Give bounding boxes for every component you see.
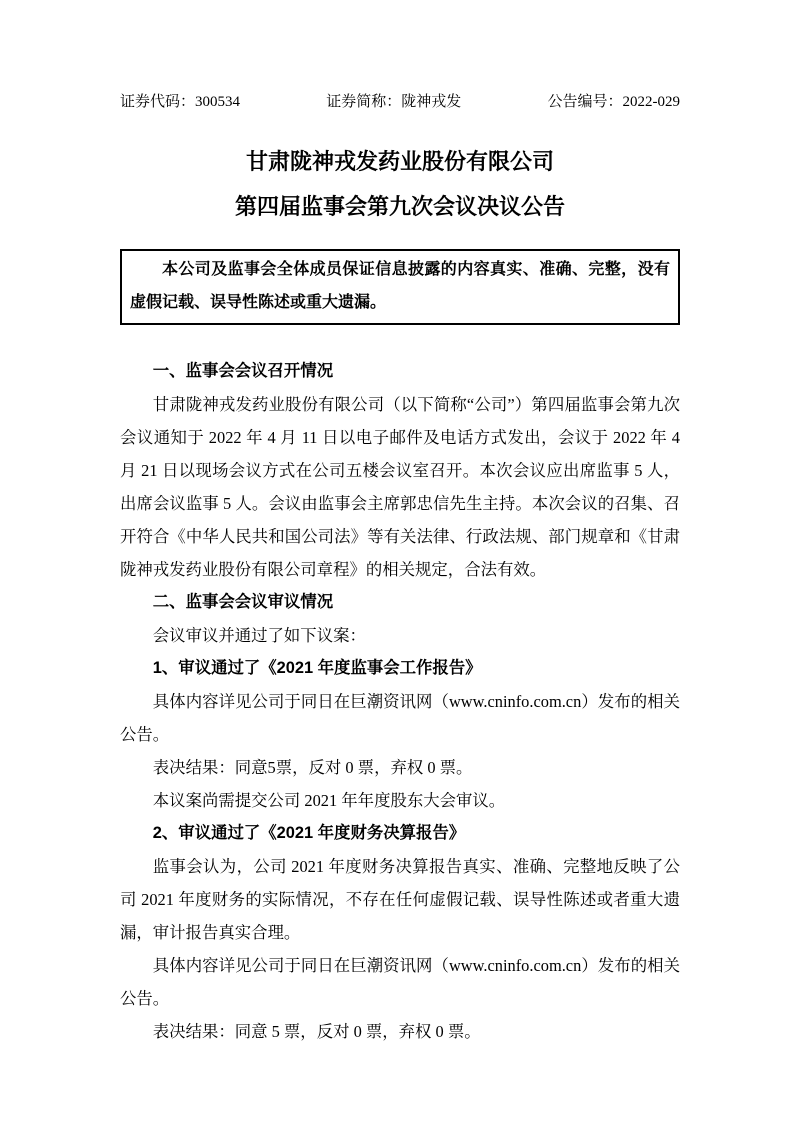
item2-heading: 2、审议通过了《2021 年度财务决算报告》 [152, 824, 466, 842]
section2-intro: 会议审议并通过了如下议案： [152, 626, 366, 645]
document-body [120, 355, 680, 1048]
item1-note: 本议案尚需提交公司 2021 年年度股东大会审议。 [152, 791, 506, 810]
section2-heading: 二、监事会会议审议情况 [152, 593, 334, 611]
item1-detail: 具体内容详见公司于同日在巨潮资讯网（www.cninfo.com.cn）发布的相关公告。 [120, 692, 680, 744]
section1-heading: 一、监事会会议召开情况 [152, 362, 334, 380]
stock-code: 证券代码：300534 [120, 94, 241, 110]
disclaimer-box [120, 249, 680, 325]
item2-detail: 具体内容详见公司于同日在巨潮资讯网（www.cninfo.com.cn）发布的相关公告。 [120, 956, 680, 1008]
disclaimer-text: 本公司及监事会全体成员保证信息披露的内容真实、准确、完整，没有虚假记载、误导性陈述或重大遗漏。 [130, 261, 670, 311]
item1-vote-result: 表决结果：同意5票，反对 0 票，弃权 0 票。 [152, 758, 473, 777]
item2-vote-result: 表决结果：同意 5 票，反对 0 票，弃权 0 票。 [152, 1022, 481, 1041]
document-header [120, 92, 680, 112]
stock-short-name: 证券简称：陇神戎发 [326, 94, 462, 110]
announcement-number: 公告编号：2022-029 [547, 94, 680, 110]
announcement-title: 第四届监事会第九次会议决议公告 [234, 194, 565, 219]
section1-paragraph: 甘肃陇神戎发药业股份有限公司（以下简称“公司”）第四届监事会第九次会议通知于 2022 年 4 月 11 日以电子邮件及电话方式发出，会议于 2022 年 4 月 21 日以现场会议方式在公司五楼会议室召开。本次会议应出席监事 5 人，出席会议监事 5 人。会议由监事会主席郭忠信先生主持。本次会议的召集、召开符合《中华人民共和国公司法》等有关法律、行政法规、部门规章和《甘肃陇神戎发药业股份有限公司章程》的相关规定，合法有效。 [120, 395, 680, 579]
item2-opinion: 监事会认为，公司 2021 年度财务决算报告真实、准确、完整地反映了公司 2021 年度财务的实际情况，不存在任何虚假记载、误导性陈述或者重大遗漏，审计报告真实合理。 [120, 857, 680, 942]
item1-heading: 1、审议通过了《2021 年度监事会工作报告》 [152, 659, 482, 677]
company-name-title: 甘肃陇神戎发药业股份有限公司 [245, 149, 554, 174]
